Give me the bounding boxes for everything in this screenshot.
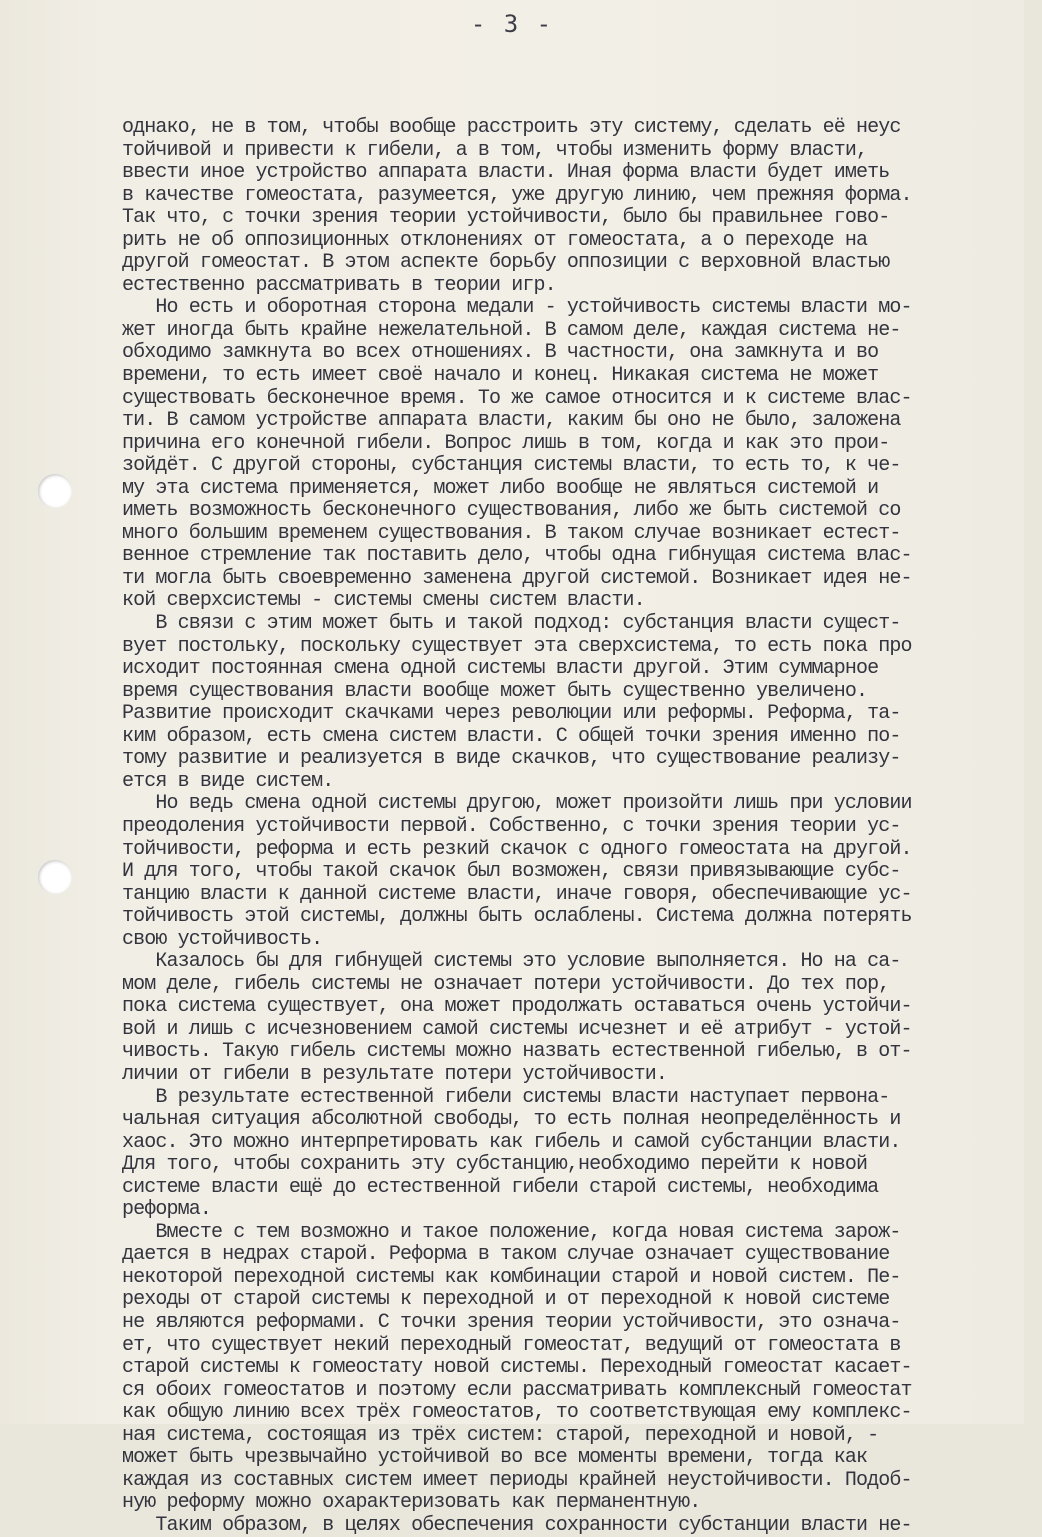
text-line: каждая из составных систем имеет периоды крайней неустойчивости. Подоб-	[122, 1468, 912, 1492]
text-line: ввести иное устройство аппарата власти. Иная форма власти будет иметь	[122, 161, 890, 185]
text-line: обходимо замкнута во всех отношениях. В частности, она замкнута и во	[122, 341, 879, 365]
text-line: зойдёт. С другой стороны, субстанция системы власти, то есть то, к че-	[122, 454, 901, 478]
text-line: тойчивость этой системы, должны быть ослаблены. Система должна потерять	[122, 905, 912, 929]
text-line: хаос. Это можно интерпретировать как гибель и самой субстанции власти.	[122, 1130, 901, 1154]
text-line: времени, то есть имеет своё начало и конец. Никакая система не может	[122, 364, 879, 388]
text-line: Вместе с тем возможно и такое положение, когда новая система зарож-	[122, 1220, 901, 1244]
text-line: вой и лишь с исчезновением самой системы исчезнет и её атрибут - устой-	[122, 1017, 912, 1041]
text-line: ную реформу можно охарактеризовать как перманентную.	[122, 1491, 701, 1515]
text-line: дается в недрах старой. Реформа в таком случае означает существование	[122, 1243, 890, 1267]
text-line: как общую линию всех трёх гомеостатов, то соответствующая ему комплекс-	[122, 1401, 912, 1425]
text-line: Таким образом, в целях обеспечения сохранности субстанции власти не-	[122, 1513, 912, 1537]
text-line: рить не об оппозиционных отклонениях от гомеостата, а о переходе на	[122, 228, 868, 252]
text-line: преодоления устойчивости первой. Собственно, с точки зрения теории ус-	[122, 814, 901, 838]
text-line: ная система, состоящая из трёх систем: старой, переходной и новой, -	[122, 1423, 879, 1447]
text-line: чальная ситуация абсолютной свободы, то есть полная неопределённость и	[122, 1108, 901, 1132]
text-line: танцию власти к данной системе власти, иначе говоря, обеспечивающие ус-	[122, 882, 912, 906]
body-text	[122, 117, 1042, 1537]
text-line: может быть чрезвычайно устойчивой во все моменты времени, тогда как	[122, 1446, 868, 1470]
text-line: ся обоих гомеостатов и поэтому если рассматривать комплексный гомеостат	[122, 1378, 912, 1402]
text-line: системе власти ещё до естественной гибели старой системы, необходима	[122, 1175, 879, 1199]
text-line: существовать бесконечное время. То же самое относится и к системе влас-	[122, 386, 912, 410]
text-line: В связи с этим может быть и такой подход: субстанция власти сущест-	[122, 612, 901, 636]
text-line: вует постольку, поскольку существует эта сверхсистема, то есть пока про	[122, 634, 912, 658]
text-line: жет иногда быть крайне нежелательной. В самом деле, каждая система не-	[122, 318, 901, 342]
text-line: реходы от старой системы к переходной и от переходной к новой системе	[122, 1288, 890, 1312]
text-line: венное стремление так поставить дело, чтобы одна гибнущая система влас-	[122, 544, 912, 568]
text-line: Но есть и оборотная сторона медали - устойчивость системы власти мо-	[122, 296, 912, 320]
text-line: время существования власти вообще может быть существенно увеличено.	[122, 679, 868, 703]
text-line: естественно рассматривать в теории игр.	[122, 273, 556, 297]
text-line: В результате естественной гибели системы власти наступает первона-	[122, 1085, 890, 1109]
text-line: тому развитие и реализуется в виде скачков, что существование реализу-	[122, 747, 901, 771]
text-line: однако, не в том, чтобы вообще расстроить эту систему, сделать её неус	[122, 116, 901, 139]
text-line: реформа.	[122, 1198, 211, 1222]
text-line: Для того, чтобы сохранить эту субстанцию,необходимо перейти к новой	[122, 1153, 868, 1177]
text-line: тойчивой и привести к гибели, а в том, чтобы изменить форму власти,	[122, 138, 868, 162]
text-line: ти. В самом устройстве аппарата власти, каким бы оно не было, заложена	[122, 409, 901, 433]
text-line: Но ведь смена одной системы другою, может произойти лишь при условии	[122, 792, 912, 816]
text-line: ти могла быть своевременно заменена другой системой. Возникает идея не-	[122, 566, 912, 590]
text-line: старой системы к гомеостату новой системы. Переходный гомеостат касает-	[122, 1356, 912, 1380]
text-line: кой сверхсистемы - системы смены систем власти.	[122, 589, 645, 613]
text-line: И для того, чтобы такой скачок был возможен, связи привязывающие субс-	[122, 860, 901, 884]
text-line: мом деле, гибель системы не означает потери устойчивости. До тех пор,	[122, 972, 890, 996]
text-line: свою устойчивость.	[122, 927, 323, 951]
punch-hole-lower	[38, 860, 72, 894]
text-line: Казалось бы для гибнущей системы это условие выполняется. Но на са-	[122, 950, 901, 974]
text-line: в качестве гомеостата, разумеется, уже другую линию, чем прежняя форма.	[122, 183, 912, 207]
text-line: ким образом, есть смена систем власти. С общей точки зрения именно по-	[122, 724, 901, 748]
text-line: исходит постоянная смена одной системы власти другой. Этим суммарное	[122, 657, 879, 681]
text-line: некоторой переходной системы как комбинации старой и новой систем. Пе-	[122, 1265, 901, 1289]
text-line: му эта система применяется, может либо вообще не являться системой и	[122, 476, 879, 500]
text-line: личии от гибели в результате потери устойчивости.	[122, 1062, 667, 1086]
text-line: тойчивости, реформа и есть резкий скачок с одного гомеостата на другой.	[122, 837, 912, 861]
text-line: Так что, с точки зрения теории устойчивости, было бы правильнее гово-	[122, 206, 890, 230]
text-line: не являются реформами. С точки зрения теории устойчивости, это означа-	[122, 1310, 901, 1334]
text-line: пока система существует, она может продолжать оставаться очень устойчи-	[122, 995, 912, 1019]
page-number: - 3 -	[470, 10, 554, 38]
text-line: ет, что существует некий переходный гомеостат, ведущий от гомеостата в	[122, 1333, 901, 1357]
punch-hole-upper	[38, 474, 72, 508]
text-line: чивость. Такую гибель системы можно назвать естественной гибелью, в от-	[122, 1040, 912, 1064]
text-line: ется в виде систем.	[122, 769, 334, 793]
text-line: много большим временем существования. В таком случае возникает естест-	[122, 521, 901, 545]
text-line: иметь возможность бесконечного существования, либо же быть системой со	[122, 499, 901, 523]
text-line: Развитие происходит скачками через революции или реформы. Реформа, та-	[122, 702, 901, 726]
text-line: другой гомеостат. В этом аспекте борьбу оппозиции с верховной властью	[122, 251, 890, 275]
text-line: причина его конечной гибели. Вопрос лишь в том, когда и как это прои-	[122, 431, 890, 455]
